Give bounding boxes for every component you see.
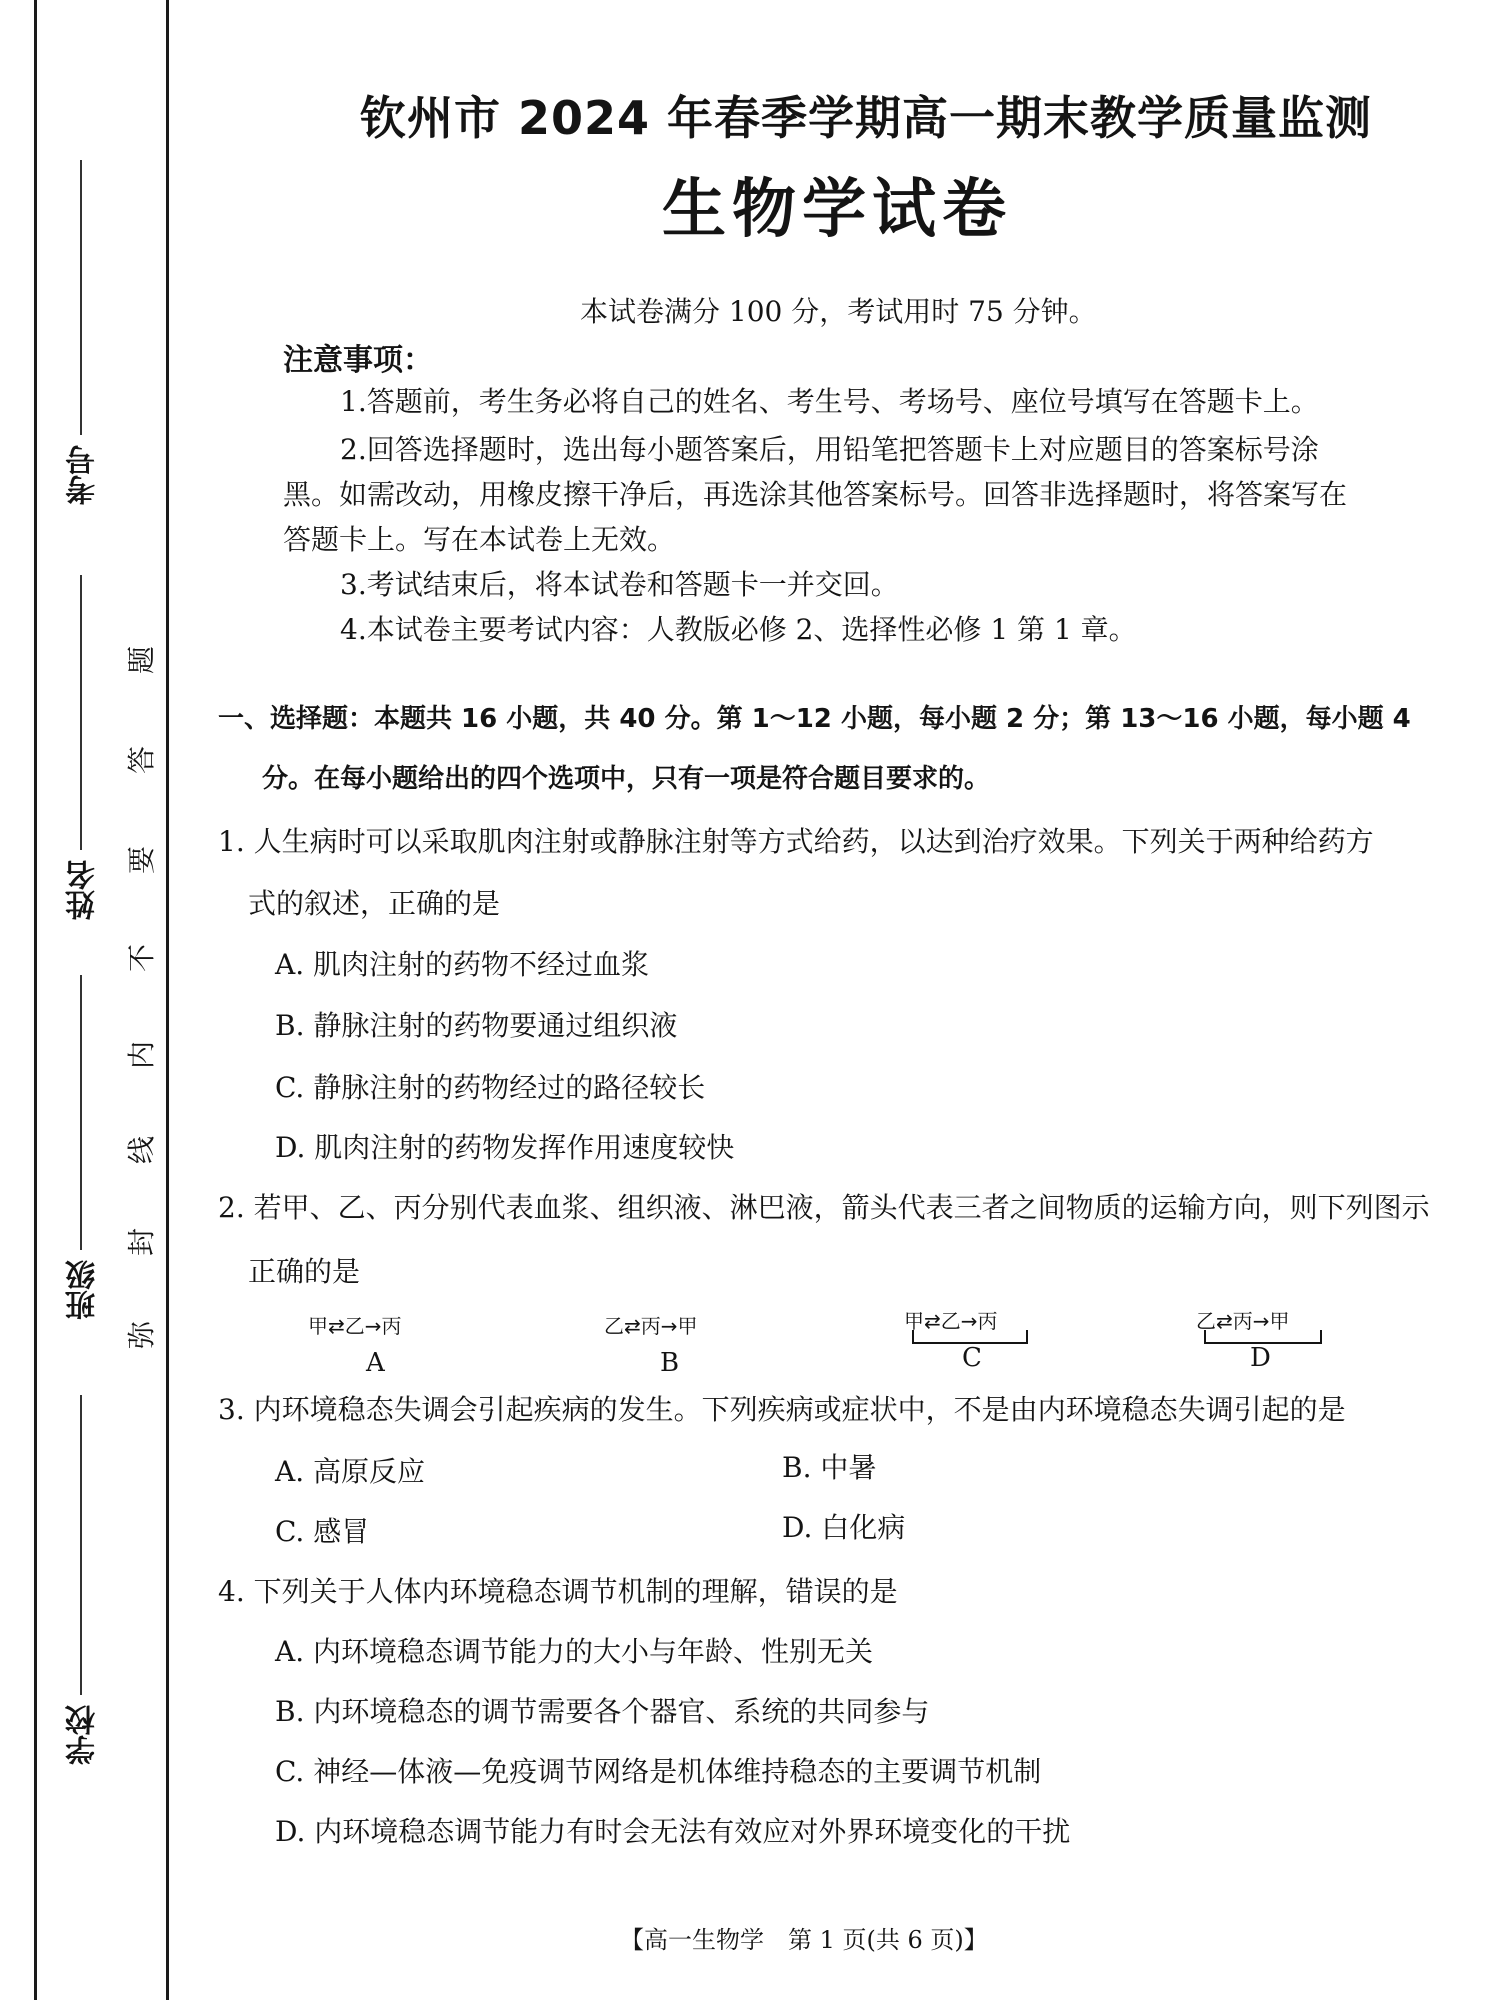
q1-option-a: A. 肌肉注射的药物不经过血浆 xyxy=(275,948,650,981)
section-heading-1: 一、选择题：本题共 16 小题，共 40 分。第 1～12 小题，每小题 2 分；第 13～16 小题，每小题 4 xyxy=(218,704,1411,734)
seal-char: 线 xyxy=(125,1136,158,1165)
seal-char: 要 xyxy=(125,846,158,875)
q3-option-d: D. 白化病 xyxy=(782,1511,906,1544)
q2-diagram-c-label: C xyxy=(962,1343,982,1373)
seal-char: 答 xyxy=(125,746,158,775)
q2-diagram-c-bracket xyxy=(912,1330,1028,1344)
notice-item-2c: 答题卡上。写在本试卷上无效。 xyxy=(283,523,676,556)
q4-option-a: A. 内环境稳态调节能力的大小与年龄、性别无关 xyxy=(275,1635,874,1668)
q2-diagram-d: 乙⇄丙→甲 xyxy=(1196,1309,1290,1333)
q2-diagram-b-label: B xyxy=(660,1348,680,1378)
q2-diagram-d-bracket xyxy=(1204,1330,1322,1344)
q2-diagram-c: 甲⇄乙→丙 xyxy=(904,1309,998,1333)
section-heading-2: 分。在每小题给出的四个选项中，只有一项是符合题目要求的。 xyxy=(262,764,991,794)
q2-diagram-a: 甲⇄乙→丙 xyxy=(308,1314,402,1338)
q3-option-a: A. 高原反应 xyxy=(275,1455,426,1488)
exam-title: 钦州市 2024 年春季学期高一期末教学质量监测 xyxy=(360,91,1373,145)
page-footer: 【高一生物学 第 1 页(共 6 页)】 xyxy=(620,1926,988,1954)
field-line-name xyxy=(80,575,82,850)
q1-option-b: B. 静脉注射的药物要通过组织液 xyxy=(275,1009,678,1042)
seal-char: 题 xyxy=(125,646,158,675)
field-line-exam-no xyxy=(80,160,82,435)
q3-option-b: B. 中暑 xyxy=(782,1451,877,1484)
notice-heading: 注意事项： xyxy=(283,343,433,378)
field-label-exam-no: 考号 xyxy=(66,445,101,505)
q4-stem: 4. 下列关于人体内环境稳态调节机制的理解，错误的是 xyxy=(218,1575,898,1608)
q1-stem-line2: 式的叙述，正确的是 xyxy=(248,887,501,920)
notice-item-4: 4.本试卷主要考试内容：人教版必修 2、选择性必修 1 第 1 章。 xyxy=(340,613,1137,646)
q4-option-b: B. 内环境稳态的调节需要各个器官、系统的共同参与 xyxy=(275,1695,930,1728)
binding-line-inner xyxy=(166,0,169,2000)
notice-item-2a: 2.回答选择题时，选出每小题答案后，用铅笔把答题卡上对应题目的答案标号涂 xyxy=(340,433,1319,466)
seal-char: 弥 xyxy=(125,1321,158,1350)
exam-intro: 本试卷满分 100 分，考试用时 75 分钟。 xyxy=(580,295,1097,328)
q4-option-d: D. 内环境稳态调节能力有时会无法有效应对外界环境变化的干扰 xyxy=(275,1815,1071,1848)
q3-stem: 3. 内环境稳态失调会引起疾病的发生。下列疾病或症状中，不是由内环境稳态失调引起的是 xyxy=(218,1393,1346,1426)
seal-char: 不 xyxy=(125,944,158,973)
q1-option-c: C. 静脉注射的药物经过的路径较长 xyxy=(275,1071,706,1104)
subject-title: 生物学试卷 xyxy=(662,173,1012,247)
field-line-class xyxy=(80,975,82,1250)
notice-item-2b: 黑。如需改动，用橡皮擦干净后，再选涂其他答案标号。回答非选择题时，将答案写在 xyxy=(283,478,1348,511)
q1-stem-line1: 1. 人生病时可以采取肌肉注射或静脉注射等方式给药，以达到治疗效果。下列关于两种给药方 xyxy=(218,825,1374,858)
q4-option-c: C. 神经—体液—免疫调节网络是机体维持稳态的主要调节机制 xyxy=(275,1755,1042,1788)
q2-diagram-a-label: A xyxy=(366,1348,385,1378)
seal-char: 封 xyxy=(125,1228,158,1257)
q1-option-d: D. 肌肉注射的药物发挥作用速度较快 xyxy=(275,1131,735,1164)
notice-item-1: 1.答题前，考生务必将自己的姓名、考生号、考场号、座位号填写在答题卡上。 xyxy=(340,385,1319,418)
seal-char: 内 xyxy=(125,1041,158,1070)
q2-stem-line2: 正确的是 xyxy=(248,1255,361,1288)
field-label-school: 学校 xyxy=(66,1705,101,1765)
field-label-name: 姓名 xyxy=(66,860,101,920)
field-label-class: 班级 xyxy=(66,1260,101,1320)
field-line-school xyxy=(80,1395,82,1695)
q2-diagram-d-label: D xyxy=(1250,1343,1271,1373)
binding-line-outer xyxy=(34,0,37,2000)
notice-item-3: 3.考试结束后，将本试卷和答题卡一并交回。 xyxy=(340,568,899,601)
q2-stem-line1: 2. 若甲、乙、丙分别代表血浆、组织液、淋巴液，箭头代表三者之间物质的运输方向，则下列图示 xyxy=(218,1191,1430,1224)
q2-diagram-b: 乙⇄丙→甲 xyxy=(604,1314,698,1338)
q3-option-c: C. 感冒 xyxy=(275,1515,370,1548)
